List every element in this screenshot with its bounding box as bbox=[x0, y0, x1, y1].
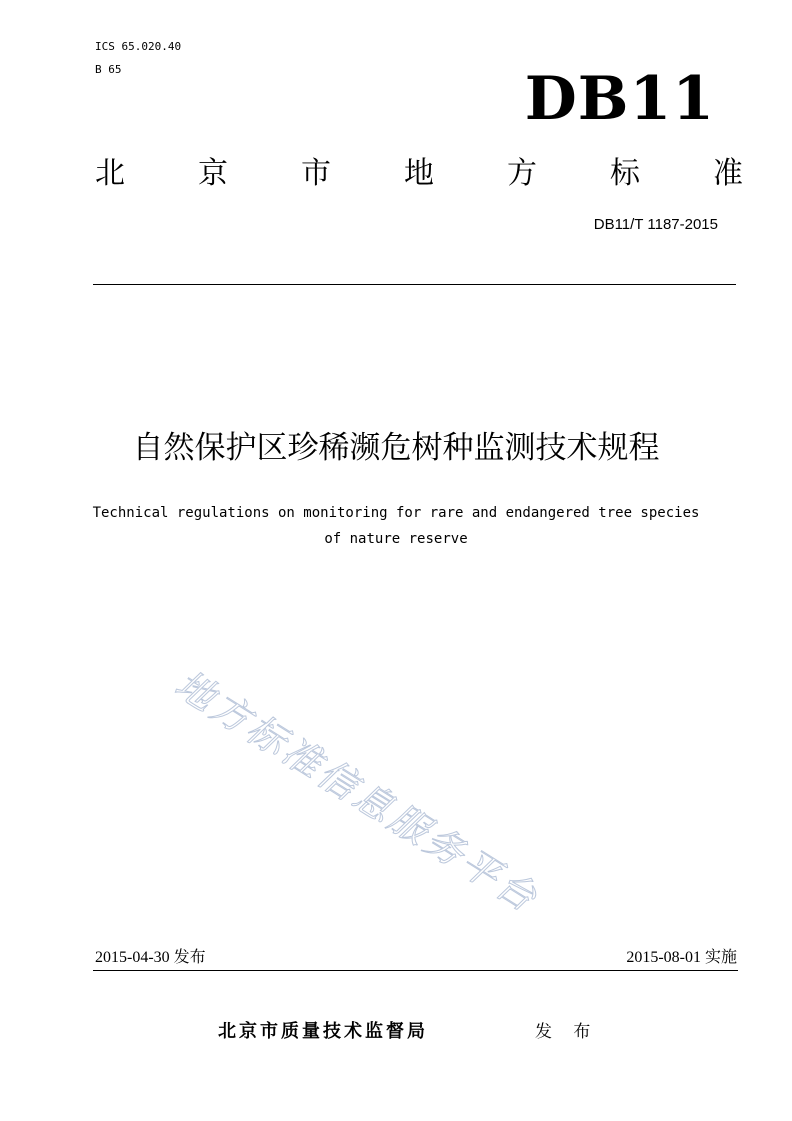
db11-logo: DB11 bbox=[524, 64, 715, 134]
english-title-line-2: of nature reserve bbox=[324, 531, 468, 547]
standard-type-char: 准 bbox=[713, 156, 743, 191]
ccs-code: B 65 bbox=[95, 63, 122, 76]
implementation-date: 2015-08-01 实施 bbox=[626, 949, 737, 966]
english-title-line-1: Technical regulations on monitoring for rare and endangered tree species bbox=[92, 505, 700, 521]
standard-type-char: 标 bbox=[610, 156, 640, 191]
standard-type-heading bbox=[95, 152, 743, 196]
standard-type-char: 地 bbox=[404, 156, 434, 191]
standard-type-char: 市 bbox=[301, 156, 331, 191]
issue-label: 发 布 bbox=[535, 1022, 599, 1042]
watermark: 地方标准信息服务平台 bbox=[167, 661, 547, 922]
header-divider bbox=[93, 284, 736, 285]
issuing-authority: 北京市质量技术监督局 bbox=[218, 1021, 428, 1042]
standard-number: DB11/T 1187-2015 bbox=[593, 216, 718, 233]
footer-divider bbox=[93, 970, 738, 971]
standard-type-char: 京 bbox=[198, 156, 228, 191]
document-title-chinese: 自然保护区珍稀濒危树种监测技术规程 bbox=[132, 430, 660, 466]
standard-type-char: 北 bbox=[95, 156, 125, 191]
issue-date: 2015-04-30 发布 bbox=[95, 949, 206, 966]
ics-code: ICS 65.020.40 bbox=[95, 40, 182, 53]
document-title-english bbox=[56, 500, 736, 552]
standard-type-char: 方 bbox=[507, 156, 537, 191]
